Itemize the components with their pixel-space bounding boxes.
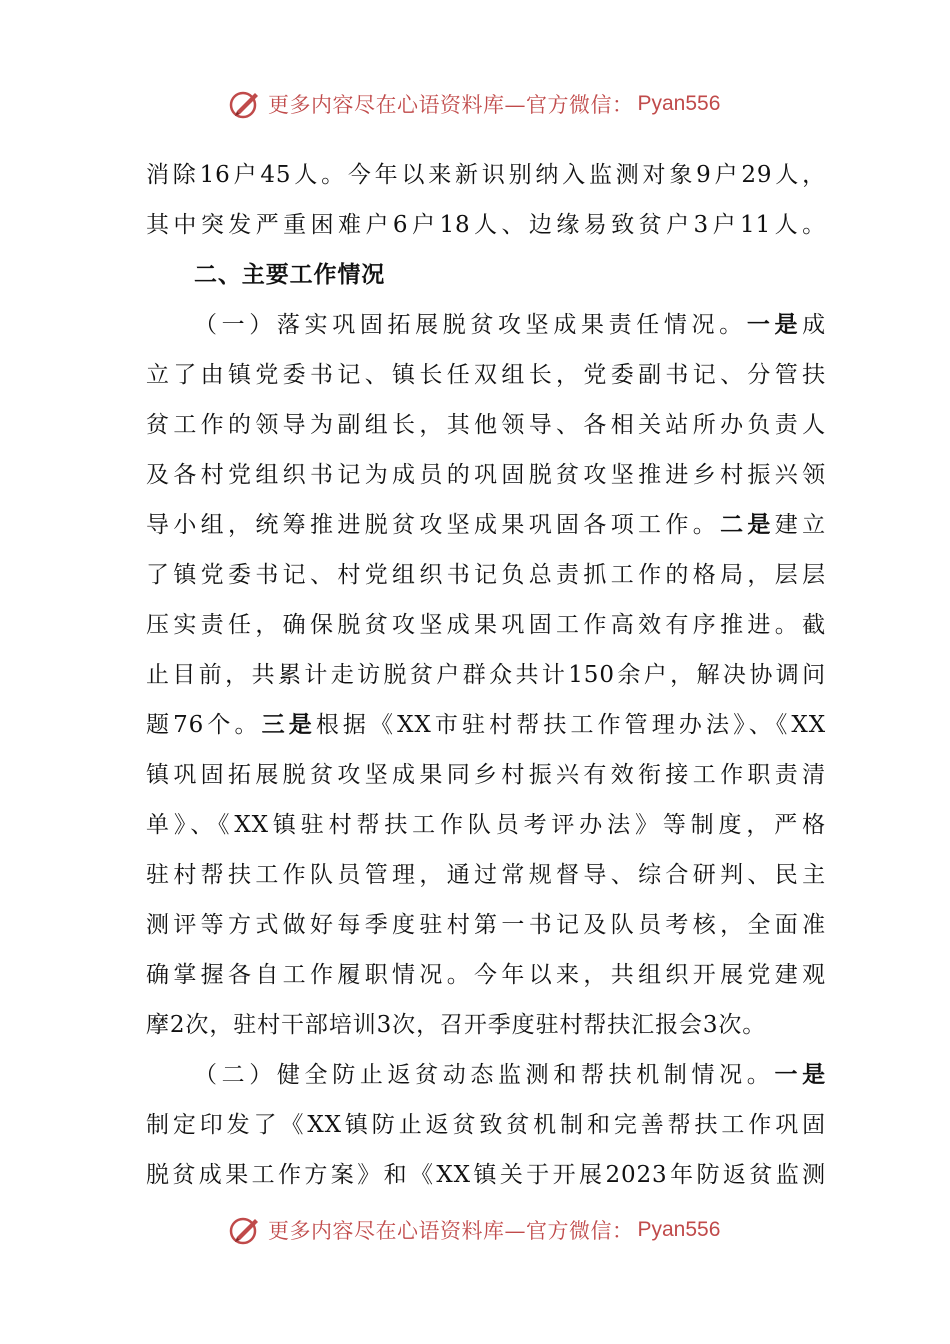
text-run: 建立 (774, 512, 826, 538)
watermark-wechat-id: Pyan556 (637, 1218, 721, 1241)
text-run: 成 (802, 312, 826, 338)
text-line: 止目前，共累计走访脱贫户群众共计150余户，解决协调问 (146, 662, 826, 688)
text-line: 了镇党委书记、村党组织书记负总责抓工作的格局，层层 (146, 562, 826, 588)
text-line: 摩2次，驻村干部培训3次，召开季度驻村帮扶汇报会3次。 (146, 1012, 767, 1038)
text-line: 其中突发严重困难户6户18人、边缘易致贫户3户11人。 (146, 212, 826, 238)
watermark-text: 更多内容尽在心语资料库—官方微信： (268, 93, 634, 117)
watermark-header (228, 84, 748, 124)
text-run: 题76个。 (146, 712, 262, 738)
pen-circle-icon (228, 1213, 262, 1247)
text-line: 确掌握各自工作履职情况。今年以来，共组织开展党建观 (146, 962, 826, 988)
text-line: 压实责任，确保脱贫攻坚成果巩固工作高效有序推进。截 (146, 612, 826, 638)
body-text (146, 150, 826, 1200)
text-line: 镇巩固拓展脱贫攻坚成果同乡村振兴有效衔接工作职责清 (146, 762, 826, 788)
watermark-footer (228, 1210, 748, 1250)
text-line (146, 300, 826, 350)
bold-marker: 一是 (746, 312, 803, 338)
text-line: 测评等方式做好每季度驻村第一书记及队员考核，全面准 (146, 912, 826, 938)
text-line: 制定印发了《XX镇防止返贫致贫机制和完善帮扶工作巩固 (146, 1112, 826, 1138)
text-line: 驻村帮扶工作队员管理，通过常规督导、综合研判、民主 (146, 862, 826, 888)
text-line: 单》、《XX镇驻村帮扶工作队员考评办法》等制度，严格 (146, 812, 826, 838)
text-line (146, 500, 826, 550)
watermark-text: 更多内容尽在心语资料库—官方微信： (268, 1219, 634, 1243)
text-run: （一）落实巩固拓展脱贫攻坚成果责任情况。 (194, 312, 747, 338)
text-run: 导小组，统筹推进脱贫攻坚成果巩固各项工作。 (146, 512, 721, 538)
watermark-wechat-id: Pyan556 (637, 92, 721, 115)
pen-circle-icon (228, 87, 262, 121)
text-line: 贫工作的领导为副组长，其他领导、各相关站所办负责人 (146, 412, 826, 438)
text-line: 立了由镇党委书记、镇长任双组长，党委副书记、分管扶 (146, 362, 826, 388)
section-heading: 二、主要工作情况 (194, 262, 386, 288)
bold-marker: 三是 (261, 712, 316, 738)
text-line: 脱贫成果工作方案》和《XX镇关于开展2023年防返贫监测 (146, 1162, 826, 1188)
text-line: 及各村党组织书记为成员的巩固脱贫攻坚推进乡村振兴领 (146, 462, 826, 488)
bold-marker: 一是 (774, 1062, 826, 1088)
text-line (146, 1050, 826, 1100)
bold-marker: 二是 (720, 512, 775, 538)
text-run: 根据《XX市驻村帮扶工作管理办法》、《XX (315, 712, 826, 738)
text-line (146, 700, 826, 750)
text-line: 消除16户45人。今年以来新识别纳入监测对象9户29人， (146, 162, 826, 188)
text-run: （二）健全防止返贫动态监测和帮扶机制情况。 (194, 1062, 775, 1088)
